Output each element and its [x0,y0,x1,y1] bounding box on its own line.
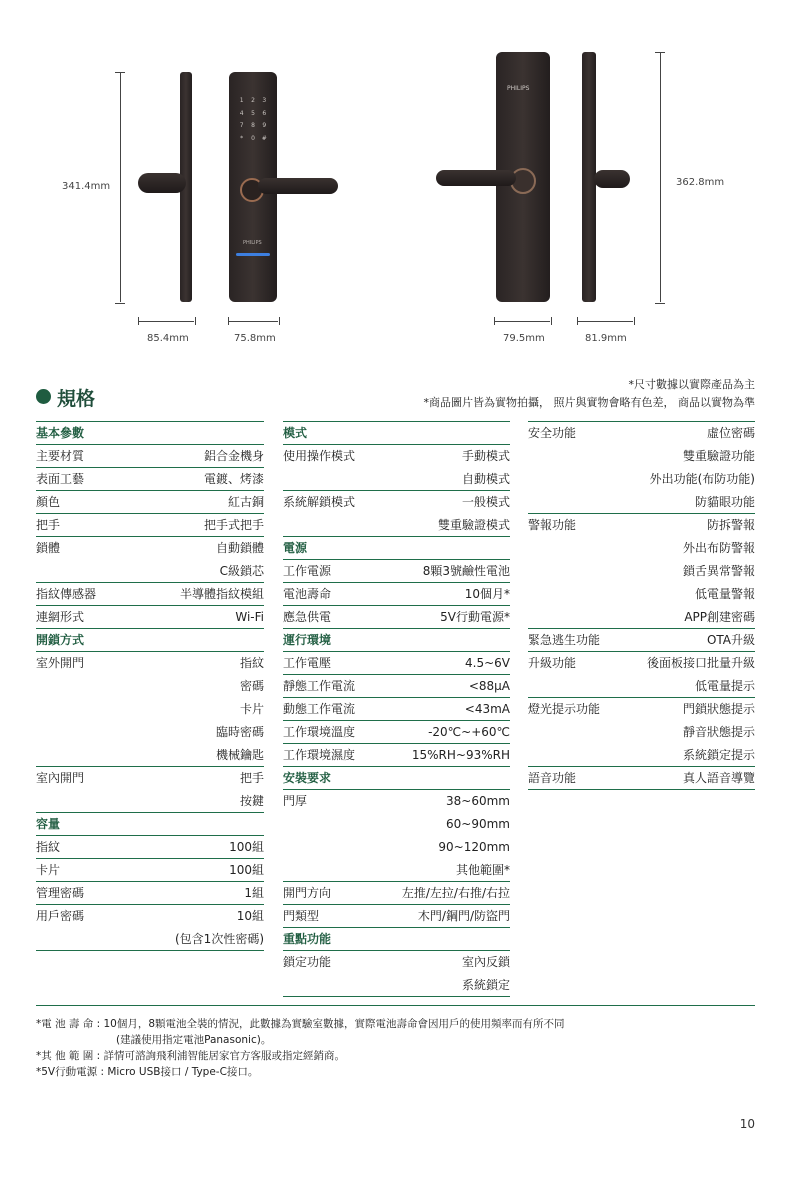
spec-value: -20℃~+60℃ [428,725,510,739]
keypad-key: 4 [239,109,244,117]
spec-row [283,491,510,514]
top-notes [424,376,756,412]
spec-section-header [36,813,264,836]
spec-label: 緊急逃生功能 [528,633,601,647]
spec-row [36,583,264,606]
spec-value: 靜音狀態提示 [682,725,755,739]
spec-label: 門類型 [283,909,320,923]
spec-section-header [36,629,264,652]
spec-value: 後面板接口批量升級 [646,656,755,670]
spec-row [283,652,510,675]
spec-row [528,468,755,491]
spec-label: 卡片 [36,863,61,877]
spec-value: 90~120mm [438,840,510,854]
spec-value: 其他範圍* [455,863,510,877]
spec-row [36,882,264,905]
spec-row [36,606,264,629]
spec-row [528,422,755,445]
keypad-key: 5 [251,109,255,117]
spec-label: 用戶密碼 [36,909,85,923]
keypad-key: 3 [262,97,267,104]
spec-label: 警報功能 [528,518,577,532]
spec-value: 自動模式 [461,472,510,486]
spec-label: 開門方向 [283,886,332,900]
spec-value: 木門/鋼門/防盜門 [417,909,510,923]
spec-row [36,675,264,698]
spec-value: 指紋 [239,656,264,670]
spec-value: 系統鎖定 [461,978,510,992]
spec-label: 電池壽命 [283,587,332,601]
spec-value: 4.5~6V [465,656,510,670]
footnote-other-range: *其 他 範 圍 : 詳情可諮詢飛利浦智能居家官方客服或指定經銷商。 [36,1050,345,1062]
spec-row [36,928,264,951]
row-divider [528,789,755,790]
spec-row [283,790,510,813]
spec-row [528,537,755,560]
spec-row [283,813,510,836]
spec-section-header [283,537,510,560]
column-top-rule [36,421,264,422]
spec-label: 工作電源 [283,564,332,578]
spec-label: 應急供電 [283,610,332,624]
spec-label: 安全功能 [528,426,577,440]
spec-value: 紅古銅 [227,495,264,509]
spec-value: 電鍍、烤漆 [203,472,264,486]
spec-label: 鎖體 [36,541,61,555]
spec-section-header [283,422,510,445]
keypad-key: * [240,134,244,142]
spec-label: 表面工藝 [36,472,85,486]
spec-value: <43mA [464,702,510,716]
note-line: *尺寸數據以實際產品為主 [628,378,755,391]
column-top-rule [283,421,510,422]
blue-led-strip [236,253,270,256]
spec-section-header [283,767,510,790]
spec-value: 門鎖狀態提示 [682,702,755,716]
spec-row [528,767,755,790]
spec-label: 顏色 [36,495,61,509]
spec-value: 15%RH~93%RH [411,748,510,762]
spec-row [528,675,755,698]
spec-row [36,859,264,882]
spec-label: 工作環境溫度 [283,725,356,739]
spec-row [528,652,755,675]
spec-row [36,537,264,560]
footnote-battery-cont: (建議使用指定電池Panasonic)。 [116,1034,272,1046]
spec-value: 把手式把手 [203,518,264,532]
spec-value: 雙重驗證功能 [682,449,755,463]
spec-row [283,951,510,974]
row-divider [36,950,264,951]
lock-handle-front-left [258,178,338,194]
spec-value: 5V行動電源* [440,610,510,624]
keypad-key: 8 [251,122,255,129]
spec-row [528,491,755,514]
spec-value: 外出功能(布防功能) [649,472,755,486]
spec-label: 鎖定功能 [283,955,332,969]
spec-label: 室內開門 [36,771,85,785]
width-label-2: 75.8mm [234,333,276,344]
spec-row [283,445,510,468]
spec-value: 半導體指紋模組 [179,587,264,601]
spec-value: 機械鑰匙 [215,748,264,762]
section-bullet-icon [36,389,51,404]
spec-row [283,583,510,606]
spec-value: <88μA [468,679,510,693]
spec-value: 臨時密碼 [215,725,264,739]
spec-value: 雙重驗證模式 [437,518,510,532]
spec-value: 低電量提示 [694,679,755,693]
spec-section-header [283,629,510,652]
spec-row [528,606,755,629]
spec-label: 指紋傳感器 [36,587,97,601]
spec-section-label: 安裝要求 [283,771,332,785]
spec-label: 指紋 [36,840,61,854]
footnotes [36,1016,756,1080]
section-title: 規格 [57,388,96,410]
keypad-key: 6 [262,109,267,117]
spec-value: 系統鎖定提示 [682,748,755,762]
spec-row [283,606,510,629]
spec-row [528,721,755,744]
spec-value: 低電量警報 [694,587,755,601]
keypad-key: # [261,134,267,142]
spec-label: 工作電壓 [283,656,332,670]
spec-section-label: 模式 [283,426,308,440]
spec-value: 38~60mm [446,794,510,808]
spec-section-label: 容量 [36,817,61,831]
width-label-1: 85.4mm [147,333,189,344]
spec-row [36,652,264,675]
spec-row [36,698,264,721]
width-dim-2-h [228,321,278,322]
spec-section-label: 開鎖方式 [36,633,85,647]
spec-row [528,514,755,537]
spec-value: C級鎖芯 [219,564,264,578]
spec-value: 防貓眼功能 [694,495,755,509]
width-dim-4-h [577,321,633,322]
spec-row [283,882,510,905]
spec-section-label: 運行環境 [283,633,332,647]
keypad-key: 9 [262,122,267,129]
spec-value: 手動模式 [461,449,510,463]
height-dim-line-left-v [120,72,121,302]
spec-value: 60~90mm [446,817,510,831]
page-number: 10 [739,1117,755,1131]
keypad-key: 7 [239,122,244,129]
lock-handle-front-right [436,170,516,186]
spec-row [36,905,264,928]
spec-value: OTA升級 [706,633,755,647]
spec-label: 主要材質 [36,449,85,463]
spec-value: (包含1次性密碼) [175,932,264,946]
spec-value: 8顆3號鹼性電池 [422,564,510,578]
spec-row [36,560,264,583]
spec-row [36,514,264,537]
spec-row [528,629,755,652]
spec-label: 系統解鎖模式 [283,495,356,509]
spec-label: 動態工作電流 [283,702,356,716]
spec-value: 10個月* [464,587,510,601]
spec-label: 升級功能 [528,656,577,670]
spec-label: 靜態工作電流 [283,679,356,693]
spec-section-label: 電源 [283,541,308,555]
keypad-key: 1 [239,97,244,104]
spec-row [283,974,510,997]
width-label-4: 81.9mm [585,333,627,344]
note-line: *商品圖片皆為實物拍攝， 照片與實物會略有色差， 商品以實物為準 [423,396,755,409]
width-dim-3-h [494,321,550,322]
spec-label: 語音功能 [528,771,577,785]
spec-value: 卡片 [239,702,264,716]
spec-value: 10組 [236,909,264,923]
spec-value: APP創建密碼 [684,610,755,624]
spec-row [283,836,510,859]
left-height-label: 341.4mm [62,181,111,192]
spec-label: 把手 [36,518,61,532]
spec-row [283,560,510,583]
width-label-3: 79.5mm [503,333,545,344]
spec-value: 100組 [229,840,264,854]
spec-section-label: 基本參數 [36,426,85,440]
keypad-grid [236,95,270,145]
spec-label: 門厚 [283,794,308,808]
lock-handle-right-side [594,170,630,188]
spec-row [528,445,755,468]
spec-row [283,468,510,491]
spec-section-label: 重點功能 [283,932,332,946]
spec-value: 鋁合金機身 [203,449,264,463]
spec-value: 鎖舌異常警報 [682,564,755,578]
spec-section-header [36,422,264,445]
spec-value: 1組 [244,886,264,900]
spec-row [36,767,264,790]
spec-row [283,514,510,537]
spec-row [36,744,264,767]
spec-row [528,583,755,606]
row-divider [283,996,510,997]
spec-row [36,721,264,744]
spec-row [36,491,264,514]
spec-value: 虛位密碼 [706,426,755,440]
spec-row [36,445,264,468]
spec-row [36,468,264,491]
spec-label: 工作環境濕度 [283,748,356,762]
spec-label: 室外開門 [36,656,85,670]
spec-row [528,698,755,721]
spec-row [283,905,510,928]
spec-value: 密碼 [239,679,264,693]
brand-logo-front: PHILIPS [507,85,530,92]
keypad-key: 0 [251,134,255,142]
spec-value: 一般模式 [461,495,510,509]
spec-value: 把手 [239,771,264,785]
spec-row [528,560,755,583]
height-dim-line-right-v [660,52,661,302]
spec-label: 連網形式 [36,610,85,624]
spec-value: 100組 [229,863,264,877]
spec-value: Wi-Fi [235,610,264,624]
spec-value: 真人語音導覽 [682,771,755,785]
spec-value: 自動鎖體 [215,541,264,555]
spec-row [283,698,510,721]
spec-value: 室內反鎖 [461,955,510,969]
spec-value: 左推/左拉/右推/右拉 [401,886,510,900]
spec-row [283,859,510,882]
lock-handle-left-side [138,173,186,193]
footnote-power-bank: *5V行動電源 : Micro USB接口 / Type-C接口。 [36,1066,259,1078]
spec-value: 按鍵 [239,794,264,808]
footnote-battery: *電 池 壽 命 : 10個月，8顆電池全裝的情況，此數據為實驗室數據，實際電池壽命會因用戶的使用頻率而有所不同 [36,1018,565,1030]
keypad-key: 2 [251,97,255,104]
spec-row [283,744,510,767]
spec-row [283,721,510,744]
spec-value: 防拆警報 [706,518,755,532]
spec-row [283,675,510,698]
column-top-rule [528,421,755,422]
brand-logo-small: PHILIPS [243,240,262,246]
spec-row [36,836,264,859]
spec-value: 外出布防警報 [682,541,755,555]
spec-label: 燈光提示功能 [528,702,601,716]
spec-label: 使用操作模式 [283,449,356,463]
spec-row [528,744,755,767]
spec-label: 管理密碼 [36,886,85,900]
right-height-label: 362.8mm [676,177,725,188]
width-dim-1-h [138,321,194,322]
table-bottom-rule [36,1005,755,1006]
spec-section-header [283,928,510,951]
spec-row [36,790,264,813]
